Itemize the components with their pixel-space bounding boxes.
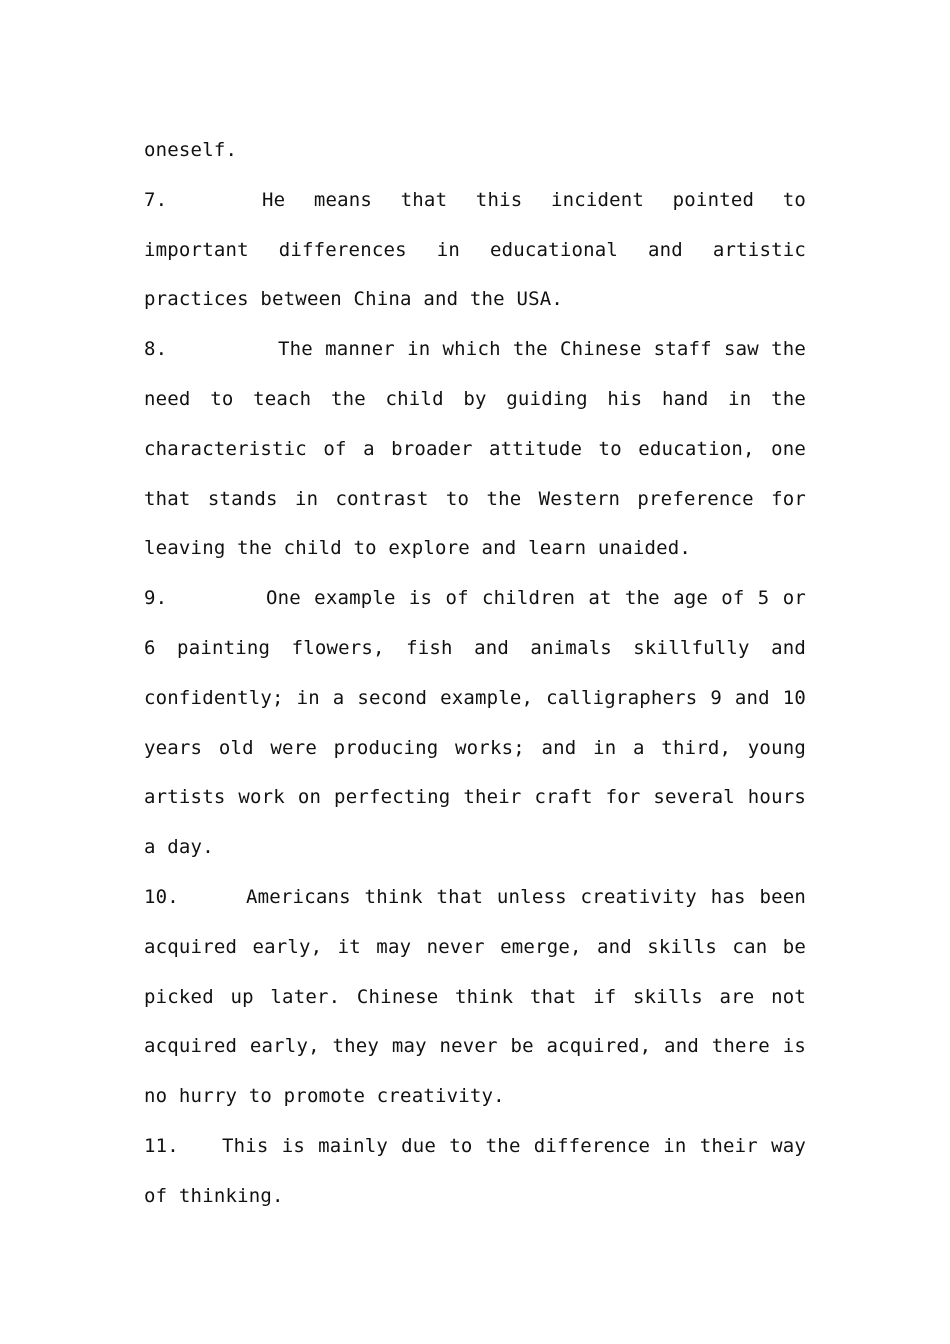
paragraph-number: 11. [144,1134,179,1157]
paragraph-11 [144,1122,806,1222]
paragraph-text: One example is of children at the age of 5 or 6 painting flowers, fish and animals skillfully and confidently; in a second example, calligraphers 9 and 10 years old were producing works; and in a third, young artists work on perfecting their craft for several hours a day. [144,587,806,859]
paragraph-number: 10. [144,885,179,908]
paragraph-7 [144,176,806,325]
paragraph-text: This is mainly due to the difference in their way of thinking. [144,1134,806,1207]
paragraph-text: The manner in which the Chinese staff saw the need to teach the child by guiding his hand in the characteristic of a broader attitude to education, one that stands in contrast to the Western preference for leaving the child to explore and learn unaided. [144,338,806,560]
paragraph-8 [144,325,806,574]
paragraph-continuation [144,126,806,176]
paragraph-10 [144,873,806,1122]
answer-text-block [144,126,806,1222]
paragraph-text: Americans think that unless creativity has been acquired early, it may never emerge, and skills can be picked up later. Chinese think that if skills are not acquired early, they may never be acquired, and there is no hurry to promote creativity. [144,885,806,1108]
paragraph-number: 9. [144,587,168,610]
paragraph-number: 7. [144,188,168,211]
paragraph-9 [144,574,806,873]
paragraph-text: oneself. [144,139,238,161]
paragraph-text: He means that this incident pointed to important differences in educational and artistic practices between China and the USA. [144,188,806,311]
paragraph-number: 8. [144,338,168,361]
